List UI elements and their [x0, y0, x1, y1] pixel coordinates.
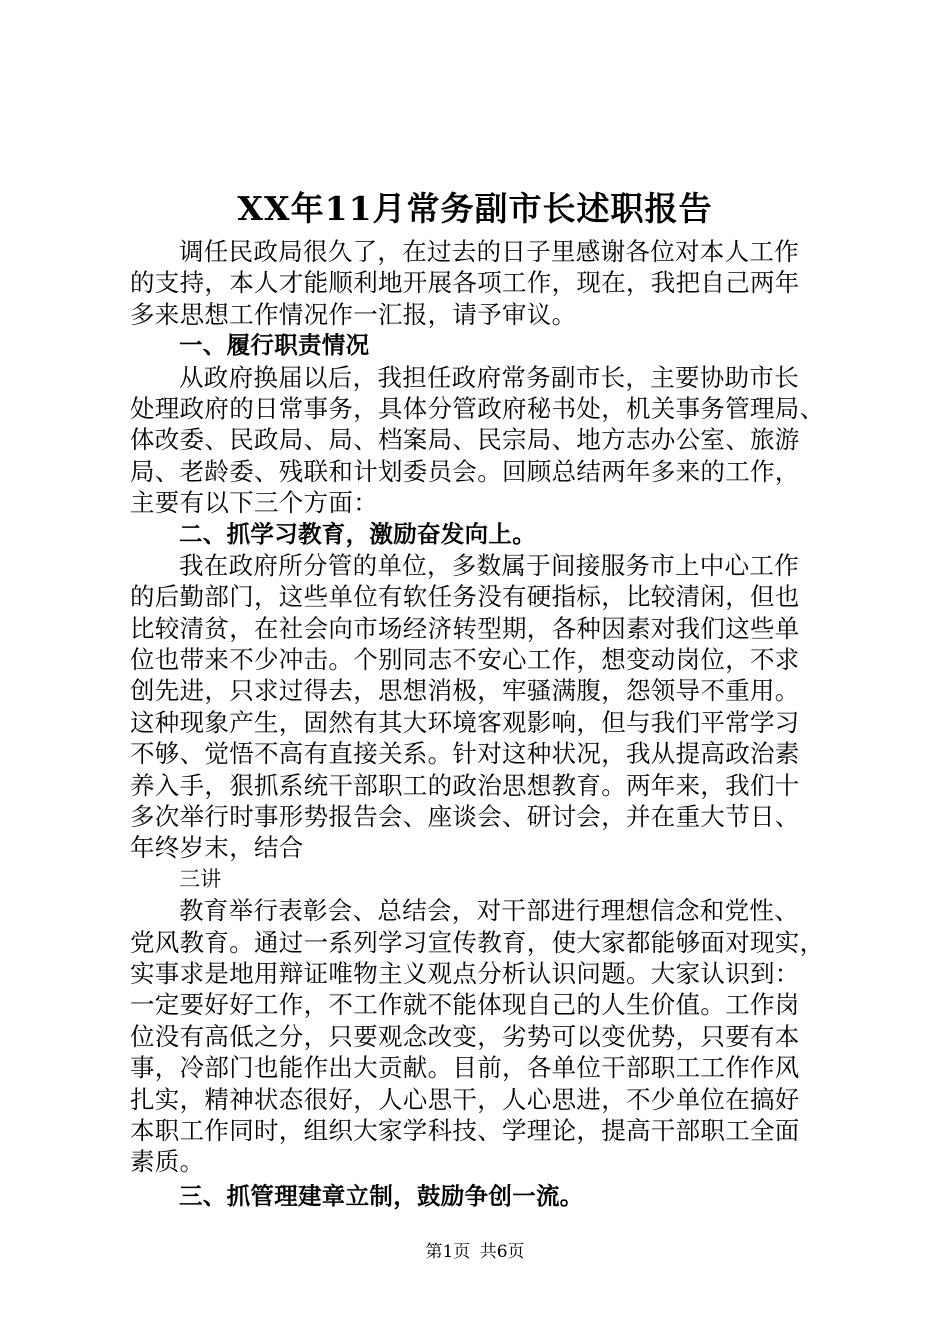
section2-line: 年终岁末，结合: [130, 833, 304, 863]
section2b-line: 事，冷部门也能作出大贡献。目前，各单位干部职工工作作风: [130, 1053, 800, 1083]
section2b-line: 素质。: [130, 1147, 205, 1177]
section2b-line: 扎实，精神状态很好，人心思干，人心思进，不少单位在搞好: [130, 1084, 800, 1114]
intro-line: 多来思想工作情况作一汇报，请予审议。: [130, 299, 577, 329]
document-title: XX年11月常务副市长述职报告: [237, 189, 713, 228]
section2b-line: 实事求是地用辩证唯物主义观点分析认识问题。大家认识到：: [130, 958, 800, 988]
section2-line: 不够、觉悟不高有直接关系。针对这种状况，我从提高政治素: [130, 739, 800, 769]
section1-line: 从政府换届以后，我担任政府常务副市长，主要协助市长: [179, 362, 799, 392]
section1-heading: 一、履行职责情况: [179, 331, 370, 360]
section2-line: 多次举行时事形势报告会、座谈会、研讨会，并在重大节日、: [130, 802, 800, 832]
section2-line: 我在政府所分管的单位，多数属于间接服务市上中心工作: [179, 550, 799, 580]
section2b-line: 党风教育。通过一系列学习宣传教育，使大家都能够面对现实，: [130, 927, 825, 957]
section2-line: 的后勤部门，这些单位有软任务没有硬指标，比较清闲，但也: [130, 582, 800, 612]
section2b-line: 本职工作同时，组织大家学科技、学理论，提高干部职工全面: [130, 1115, 800, 1145]
section1-line: 处理政府的日常事务，具体分管政府秘书处，机关事务管理局、: [130, 393, 825, 423]
section2b-line: 教育举行表彰会、总结会，对干部进行理想信念和党性、: [179, 896, 799, 926]
section2-heading: 二、抓学习教育，激励奋发向上。: [179, 519, 536, 548]
section2-line: 比较清贫，在社会向市场经济转型期，各种因素对我们这些单: [130, 613, 800, 643]
intro-line: 调任民政局很久了，在过去的日子里感谢各位对本人工作: [179, 237, 799, 266]
page-total: 共6页: [479, 1242, 525, 1262]
section2-line: 位也带来不少冲击。个别同志不安心工作，想变动岗位，不求: [130, 645, 800, 675]
section3-heading: 三、抓管理建章立制，鼓励争创一流。: [179, 1181, 584, 1210]
section1-line: 局、老龄委、残联和计划委员会。回顾总结两年多来的工作，: [130, 456, 800, 486]
sanjiang-fragment: 三讲: [179, 866, 222, 891]
intro-line: 的支持，本人才能顺利地开展各项工作，现在，我把自己两年: [130, 268, 800, 298]
page-number: 第1页: [425, 1242, 471, 1262]
section1-line: 体改委、民政局、局、档案局、民宗局、地方志办公室、旅游: [130, 425, 800, 455]
section2-line: 这种现象产生，固然有其大环境客观影响，但与我们平常学习: [130, 707, 800, 737]
section2b-line: 一定要好好工作，不工作就不能体现自己的人生价值。工作岗: [130, 990, 800, 1020]
section2-line: 创先进，只求过得去，思想消极，牢骚满腹，怨领导不重用。: [130, 676, 800, 706]
section2b-line: 位没有高低之分，只要观念改变，劣势可以变优势，只要有本: [130, 1021, 800, 1051]
section2-line: 养入手，狠抓系统干部职工的政治思想教育。两年来，我们十: [130, 770, 800, 800]
section1-line: 主要有以下三个方面：: [130, 488, 378, 518]
document-body: [130, 236, 830, 1212]
page-footer: [0, 1240, 950, 1264]
